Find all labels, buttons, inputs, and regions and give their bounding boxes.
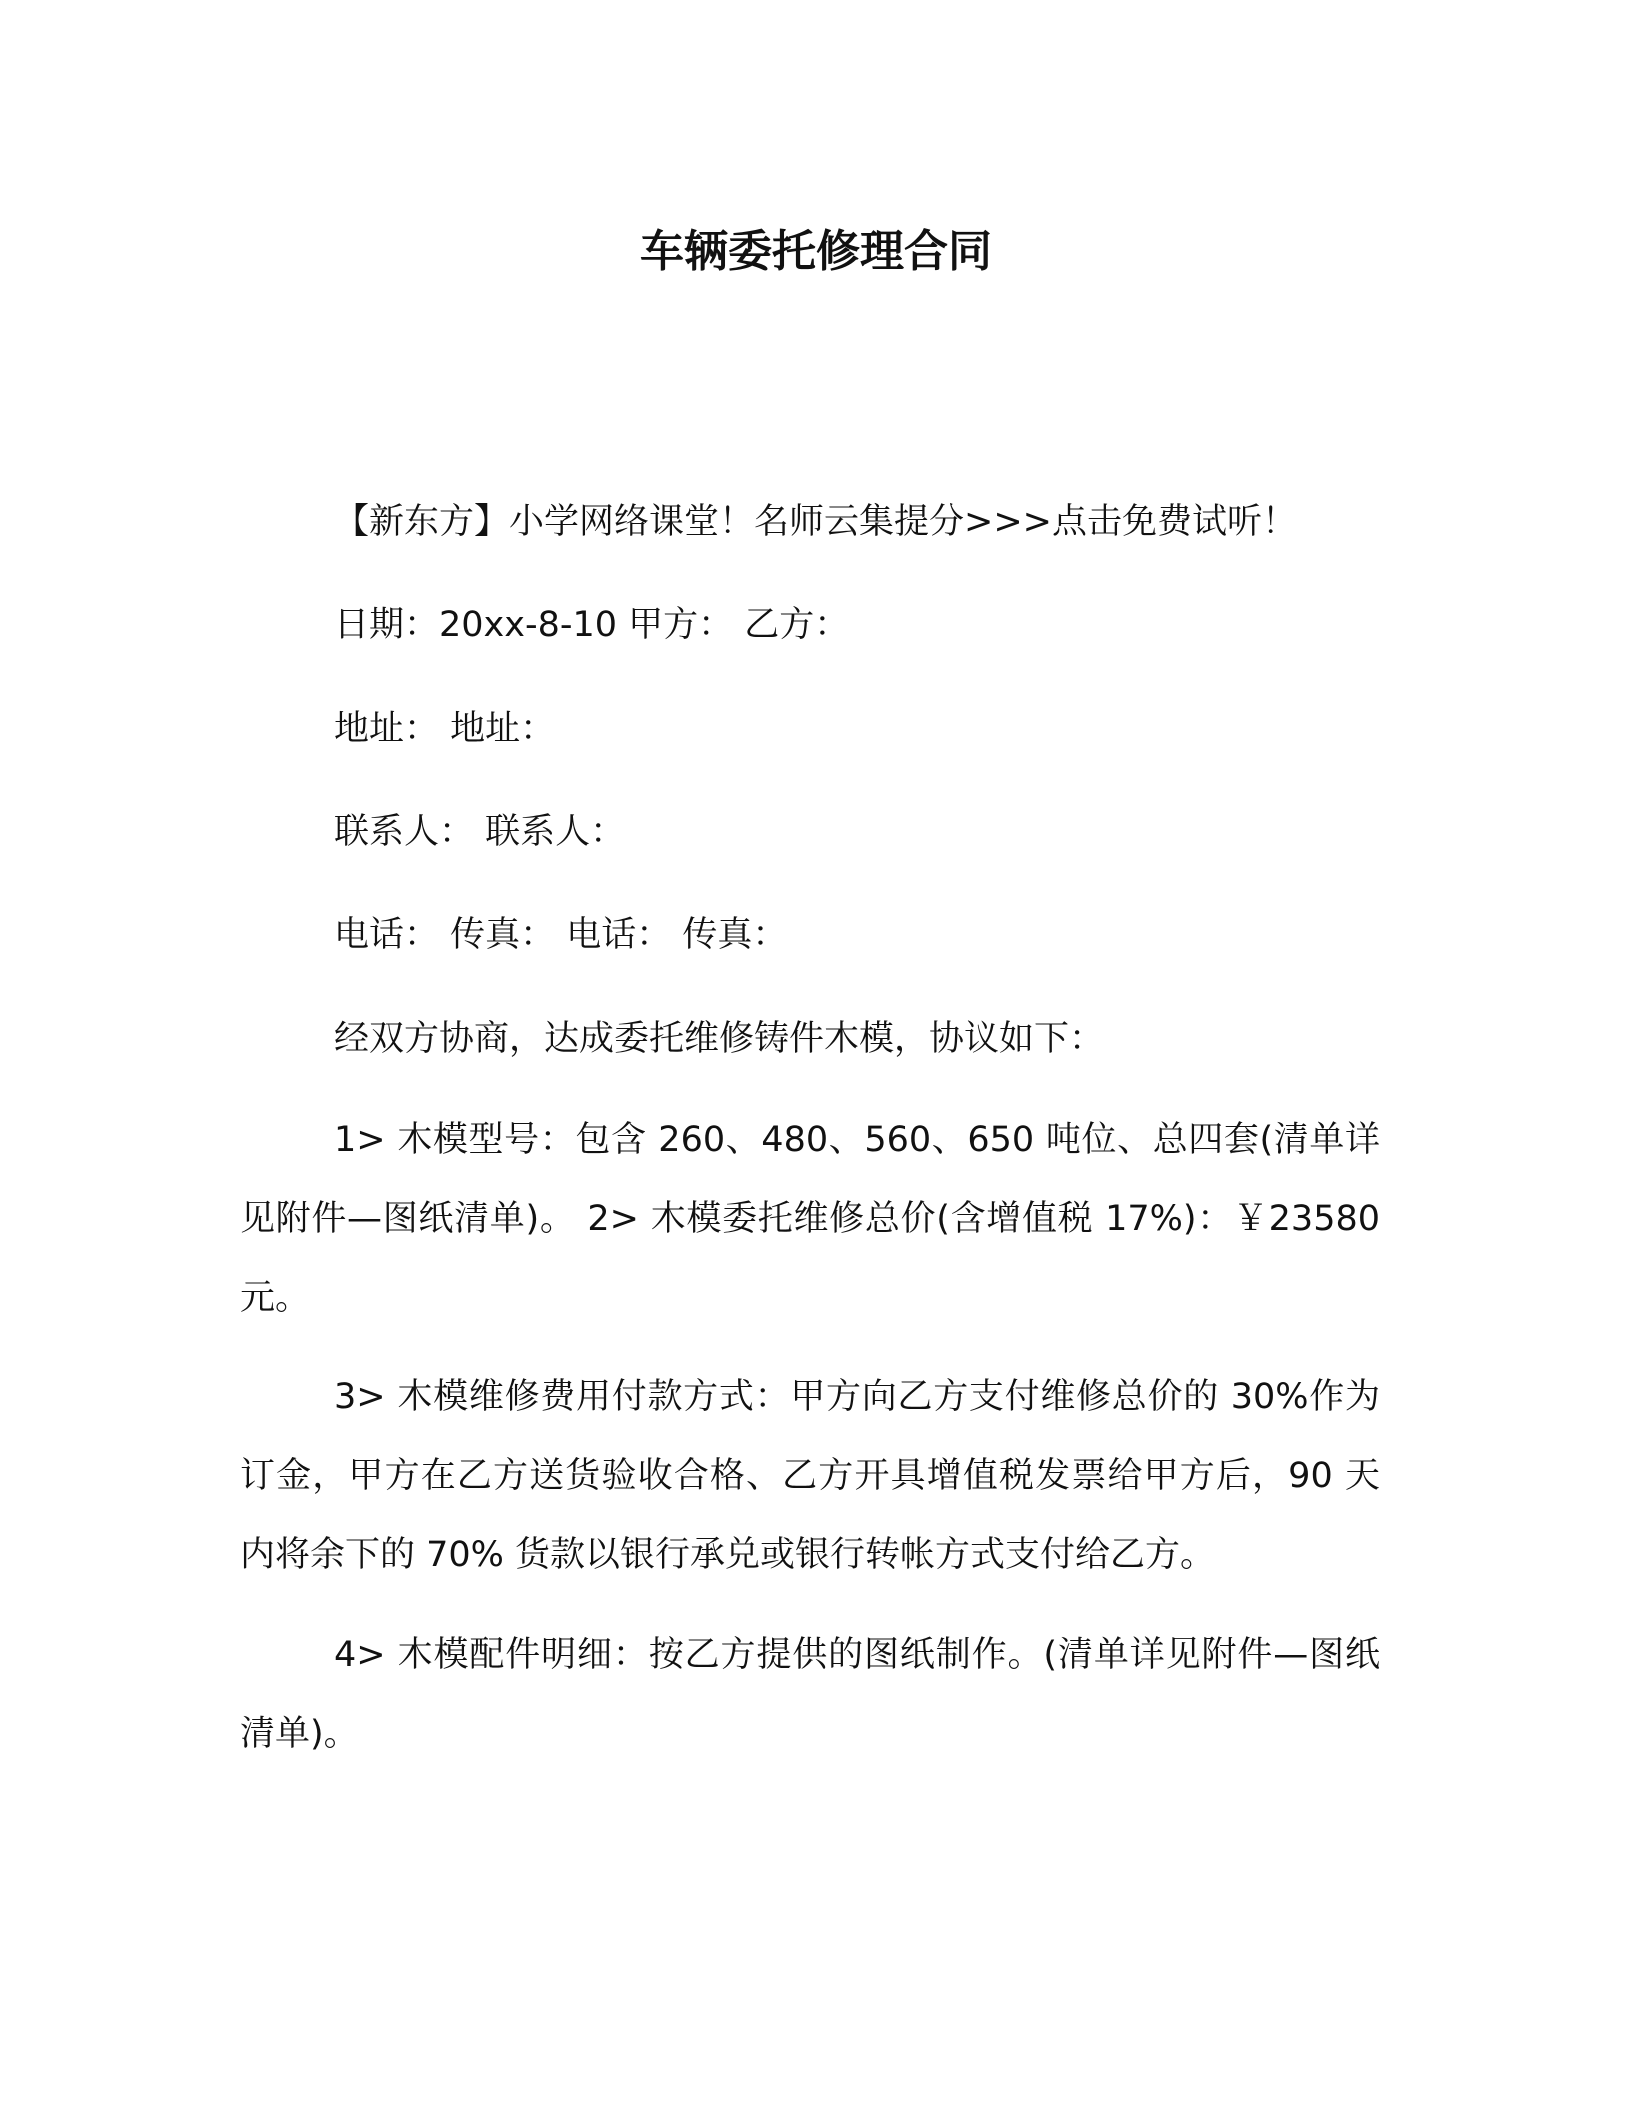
phone-fax-line: 电话： 传真： 电话： 传真： bbox=[334, 915, 788, 955]
promo-link[interactable]: 【新东方】小学网络课堂！名师云集提分>>>点击免费试听！ bbox=[334, 502, 1297, 542]
clause-4-paragraph: 4> 木模配件明细：按乙方提供的图纸制作。(清单详见附件—图纸清单)。 bbox=[240, 1635, 1380, 1754]
contact-line: 联系人： 联系人： bbox=[334, 812, 626, 852]
date-parties-line: 日期：20xx-8-10 甲方： 乙方： bbox=[334, 605, 850, 645]
intro-paragraph: 经双方协商，达成委托维修铸件木模，协议如下： bbox=[334, 1019, 1105, 1059]
clause-1-2-paragraph: 1> 木模型号：包含 260、480、560、650 吨位、总四套(清单详见附件—图纸清单)。 2> 木模委托维修总价(含增值税 17%)：￥23580 元。 bbox=[240, 1120, 1380, 1318]
document-title: 车辆委托修理合同 bbox=[640, 226, 992, 277]
clause-3-paragraph: 3> 木模维修费用付款方式：甲方向乙方支付维修总价的 30%作为订金，甲方在乙方送货验收合格、乙方开具增值税发票给甲方后，90 天内将余下的 70% 货款以银行承兑或银行转帐方式支付给乙方。 bbox=[240, 1377, 1380, 1575]
address-line: 地址： 地址： bbox=[334, 709, 556, 749]
